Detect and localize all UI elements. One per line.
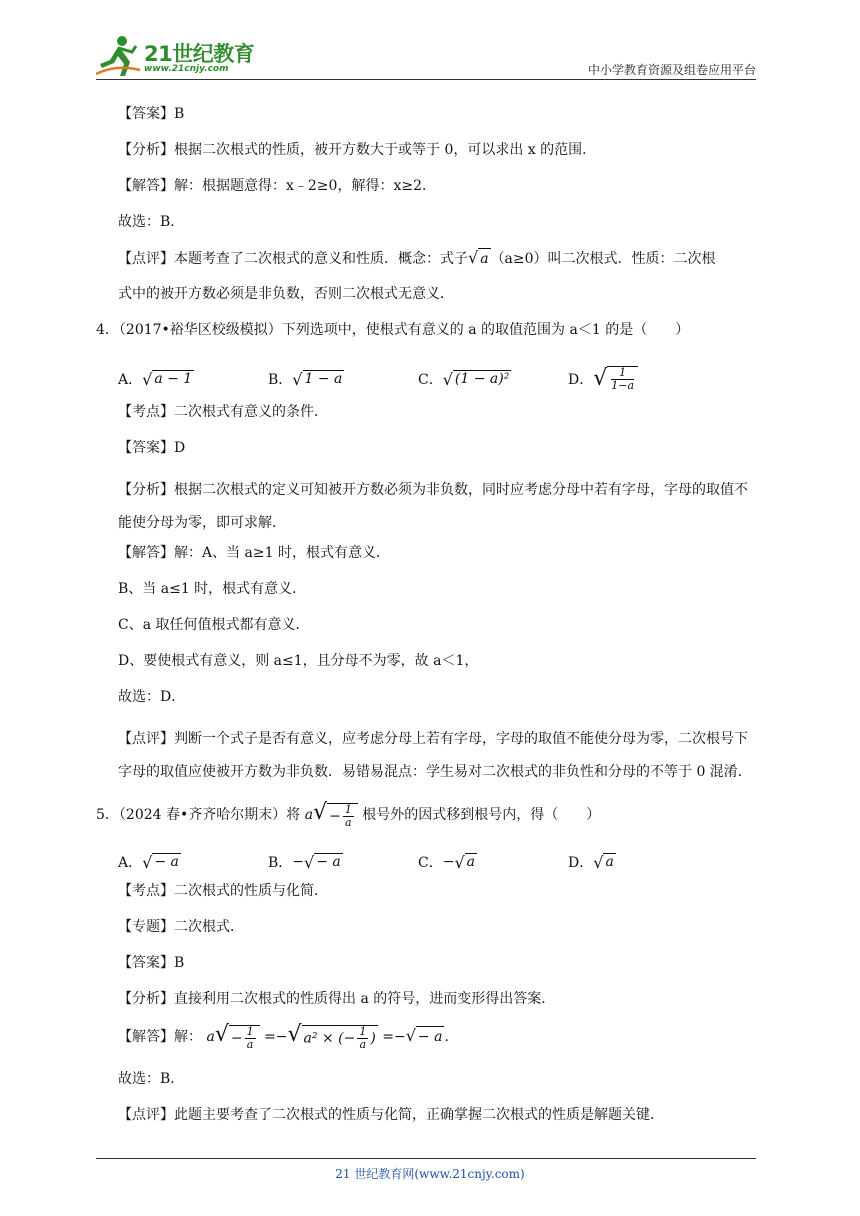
q4-solution-d: D、要使根式有意义，则 a≤1，且分母不为零，故 a＜1，	[118, 653, 479, 669]
runner-logo-icon	[96, 34, 142, 78]
q5-solution-expr2: √ a² × (− $\frac{1}{a}$ )	[287, 1022, 376, 1051]
option-expression: √ − a	[142, 852, 179, 872]
q5-option-c[interactable]	[418, 852, 568, 872]
option-label: B．	[268, 372, 293, 388]
q5-stem-expression: √ − $\frac{1}{a}$	[313, 803, 358, 829]
q3-comment-part2: （a≥0）叫二次根式．性质：二次根	[490, 251, 716, 267]
option-prefix: −	[442, 854, 455, 870]
q3-solution: 【解答】解：根据题意得：x﹣2≥0，解得：x≥2．	[118, 178, 436, 194]
q5-stem-part2: 根号外的因式移到根号内，得（ ）	[362, 807, 601, 823]
footer-link[interactable]: 21 世纪教育网(www.21cnjy.com)	[335, 1167, 525, 1181]
q5-options	[118, 843, 760, 881]
option-label: A．	[118, 372, 143, 388]
q5-option-a[interactable]	[118, 852, 268, 872]
q5-solution: 【解答】解： a √ − $\frac{1}{a}$ =− √ a² × (− $\frac{1}{a}$ ) =− √ − a .	[118, 1022, 449, 1051]
document-body	[96, 104, 760, 1141]
site-logo[interactable]	[96, 34, 266, 78]
q5-point: 【考点】二次根式的性质与化简．	[118, 883, 328, 899]
q4-option-a[interactable]	[118, 369, 268, 389]
option-label: A．	[118, 855, 143, 871]
q5-option-b[interactable]	[268, 852, 418, 872]
q4-point: 【考点】二次根式有意义的条件．	[118, 404, 328, 420]
option-label: B．	[268, 855, 293, 871]
option-label: C．	[418, 372, 443, 388]
q5-stem: 5．（2024 春•齐齐哈尔期末）将 a √ − $\frac{1}{a}$ 根号外的因式移到根号内，得（ ）	[96, 800, 601, 829]
q4-analysis: 【分析】根据二次根式的定义可知被开方数必须为非负数，同时应考虑分母中若有字母，字母的取值不能使分母为零，即可求解．	[118, 482, 748, 531]
q4-solution-b: B、当 a≤1 时，根式有意义．	[118, 581, 307, 597]
q5-solution-label: 【解答】解：	[118, 1029, 202, 1045]
q5-choose: 故选：B．	[118, 1071, 185, 1087]
option-expression: √ a	[593, 852, 614, 872]
logo-url: www.21cnjy.com	[144, 64, 229, 74]
q4-option-d[interactable]	[568, 366, 718, 392]
option-expression: √ a − 1	[142, 369, 193, 389]
page-header	[96, 28, 756, 80]
option-label: D．	[568, 372, 594, 388]
option-expression: √ − a	[304, 852, 341, 872]
option-expression: √ $\frac{1}{1-a}$	[593, 366, 638, 392]
q4-comment: 【点评】判断一个式子是否有意义，应考虑分母上若有字母，字母的取值不能使分母为零，二次根号下字母的取值应使被开方数为非负数．易错易混点：学生易对二次根式的非负性和分母的不等于 0 混淆．	[118, 731, 752, 780]
q5-analysis: 【分析】直接利用二次根式的性质得出 a 的符号，进而变形得出答案．	[118, 991, 556, 1007]
q5-topic: 【专题】二次根式．	[118, 919, 244, 935]
q4-solution-a: 【解答】解：A、当 a≥1 时，根式有意义．	[118, 545, 390, 561]
q3-answer: 【答案】B	[118, 106, 185, 122]
platform-name: 中小学教育资源及组卷应用平台	[587, 63, 756, 77]
q3-comment-line2: 式中的被开方数必须是非负数，否则二次根式无意义．	[118, 286, 454, 302]
option-label: D．	[568, 855, 594, 871]
q5-answer: 【答案】B	[118, 955, 185, 971]
q4-answer: 【答案】D	[118, 440, 186, 456]
q5-solution-expr3: √ − a	[405, 1026, 443, 1045]
q5-solution-expr1: √ − $\frac{1}{a}$	[215, 1025, 260, 1051]
sqrt-a-expression: √ a	[468, 248, 489, 267]
q3-analysis: 【分析】根据二次根式的性质，被开方数大于或等于 0，可以求出 x 的范围．	[118, 142, 597, 158]
q3-comment-part1: 【点评】本题考查了二次根式的意义和性质．概念：式子	[118, 251, 468, 267]
q4-option-c[interactable]	[418, 369, 568, 389]
q3-comment-line1	[118, 248, 760, 284]
q5-stem-part1: 5．（2024 春•齐齐哈尔期末）将	[96, 807, 301, 823]
logo-text: 21世纪教育	[144, 42, 255, 66]
q4-options	[118, 356, 760, 402]
q4-option-b[interactable]	[268, 369, 418, 389]
footer-divider	[96, 1158, 756, 1159]
header-divider	[96, 79, 756, 80]
option-label: C．	[418, 855, 443, 871]
q5-comment: 【点评】此题主要考查了二次根式的性质与化简，正确掌握二次根式的性质是解题关键．	[118, 1107, 664, 1123]
q4-stem: 4．（2017•裕华区校级模拟）下列选项中，使根式有意义的 a 的取值范围为 a＜1 的是（ ）	[96, 322, 690, 338]
option-expression: √ a	[454, 852, 476, 872]
q3-choose: 故选：B．	[118, 214, 185, 230]
q5-option-d[interactable]	[568, 852, 718, 872]
q4-choose: 故选：D．	[118, 689, 186, 705]
option-prefix: −	[292, 854, 305, 870]
option-expression: √ (1 − a)²	[442, 369, 510, 389]
option-expression: √ 1 − a	[292, 369, 343, 389]
q4-solution-c: C、a 取任何值根式都有意义．	[118, 617, 310, 633]
